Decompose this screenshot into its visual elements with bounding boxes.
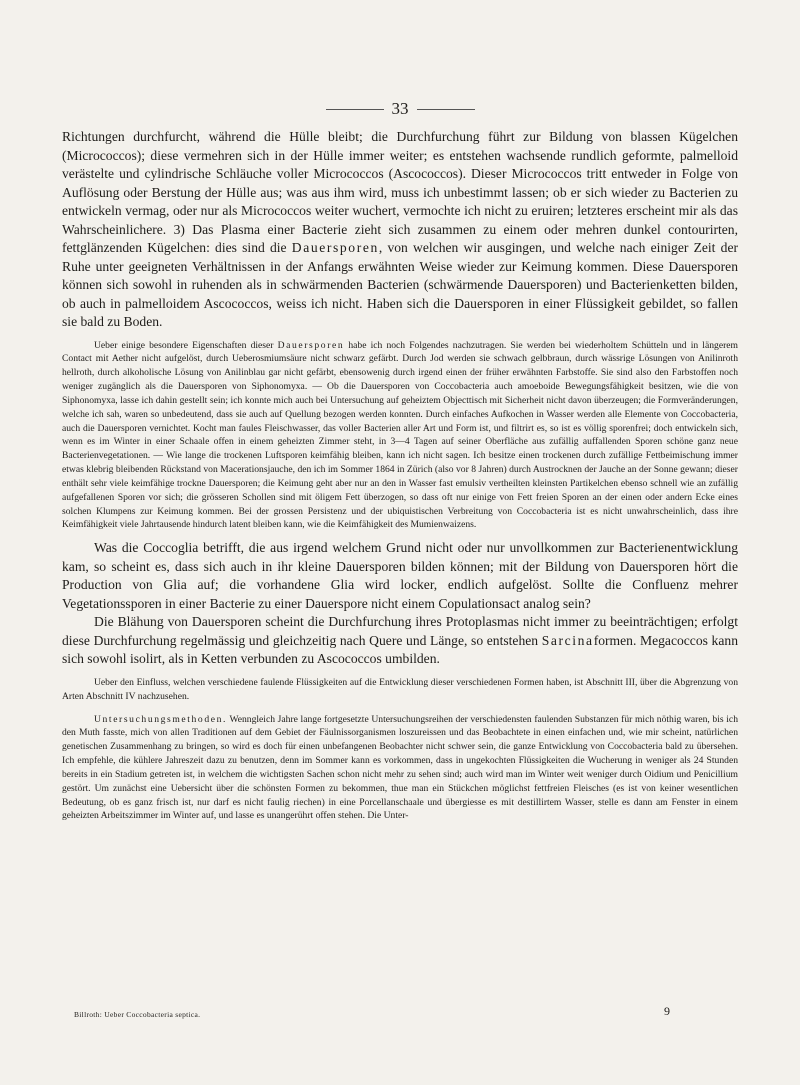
footnote-dauersporen [62, 339, 738, 533]
paragraph-1 [62, 128, 738, 332]
page-header [0, 99, 800, 119]
methods-heading: Untersuchungsmethoden. [94, 713, 227, 725]
header-rule-left [326, 109, 384, 110]
paragraph-3 [62, 613, 738, 669]
paragraph-3-lead: Die Blähung von Dauersporen scheint die Durchfurchung ihres Protoplasmas nicht immer zu beeinträchtigen; erfolgt diese Durchfurchung regelmässig und gleichzeitig nach Quere und Länge, so entstehen [62, 614, 738, 648]
header-rule-right [417, 109, 475, 110]
paragraph-3-tail: formen. Megacoccos kann sich sowohl isolirt, als in Ketten verbunden zu Ascococcos umbilden. [62, 632, 738, 667]
methods-text: Wenngleich Jahre lange fortgesetzte Untersuchungsreihen der verschiedensten faulenden Substanzen für mich nöthig waren, bis ich den Muth fasste, mich von allen Traditionen auf dem Gebiet der Fäulnissorganismen loszureissen und das Beobachtete in einen einfachen und, wie mir scheint, natürlichen genetischen Zusammenhang zu bringen, so wird es doch für einen unbefangenen Beobachter nicht schwer sein, die ganze Entwicklung von Coccobacteria bald zu übersehen. Ich empfehle, die kühlere Jahreszeit dazu zu benutzen, denn im Sommer kann es vorkommen, dass in ungekochten Flüssigkeiten die Wucherung in weniger als 24 Stunden bereits in ein Stadium getreten ist, in welchem die wichtigsten Sachen schon nicht mehr zu sehen sind; auch wird man im Winter weit weniger durch Oidium und Penicillium gestört. Um zunächst eine Uebersicht über die schönsten Formen zu bekommen, thue man ein Stückchen möglichst fettfreien Fleisches (es ist von keiner wesentlichen Bedeutung, ob es ganz frisch ist, nur darf es nicht faulig riechen) in eine Porcellanschaale und übergiesse es mit destillirtem Wasser, stelle es dann am Fenster in einem geheizten Arbeitszimmer im Winter auf, und lasse es unangerührt offen stehen. Die Unter- [62, 713, 738, 822]
page-number: 33 [391, 99, 409, 118]
footnote-abschnitte: Ueber den Einfluss, welchen verschiedene faulende Flüssigkeiten auf die Entwicklung dieser verschiedenen Formen haben, ist Abschnitt III, über die Abgrenzung von Arten Abschnitt IV nachzusehen. [62, 676, 738, 702]
note-1-text: habe ich noch Folgendes nachzutragen. Sie werden bei wiederholtem Schütteln und in längerem Contact mit Aether nicht aufgelöst, durch Ueberosmiumsäure nicht schwarz gefärbt. Durch Jod werden sie schwach gelbbraun, durch wässrige Lösungen von Anilinroth hellroth, durch alkoholische Lösung von Anilinblau gar nicht gefärbt, ebensowenig durch irgend einen der früher erwähnten Farbstoffe. Sie sind also den Farbstoffen noch weniger zugänglich als die Dauersporen von Siphonomyxa. — Ob die Dauersporen von Coccobacteria auch amoeboide Bewegungsfähigkeit besitzen, wie die von Siphonomyxa, lasse ich dahin gestellt sein; ich konnte mich auch bei Untersuchung auf geheiztem Objecttisch mit Sicherheit nicht davon überzeugen; die Formveränderungen, welche ich sah, waren so unbedeutend, dass sie auch auf Quellung bezogen werden konnten. Durch einfaches Aufkochen in Wasser werden alle Elemente von Coccobacteria, auch die Dauersporen vernichtet. Kocht man faules Fleischwasser, das voller Bacterien aller Art und Form ist, und filtrirt es, so ist es völlig sporenfrei; doch entwickeln sich, wenn es im Winter in einer Schaale offen in einem geheizten Zimmer steht, in 3—4 Tagen auf seiner Oberfläche aus zufällig auffallenden Sporen schöne ganz neue Bacterienvegetationen. — Wie lange die trockenen Luftsporen keimfähig bleiben, kann ich nicht sagen. Ich besitze einen trockenen durch zufällige Fettbeimischung immer etwas klebrig bleibenden Rückstand von Macerationsjauche, den ich im Sommer 1864 in Zürich (also vor 8 Jahren) durch Austrocknen der Jauche an der Sonne gewann; dieser enthält sehr viele keimfähige trockne Dauersporen; die Keimung geht aber nur an den in Wasser fast emulsiv vertheilten kleinsten Partikelchen ebenso schnell wie an zufällig aufgefallenen Sporen vor sich; die grösseren Schollen sind mit öligem Fett überzogen, so dass oft nur einige von Fett freien Sporen an der einen oder andern Ecke eines solchen Klumpens zur Keimung kommen. Bei der grossen Persistenz und der ubiquistischen Verbreitung von Coccobacteria ist es nicht unwahrscheinlich, dass ihre Keimfähigkeit viele Jahrtausende hindurch latent bleiben kann, wie die Keimfähigkeit des Mumienwaizens. [62, 339, 739, 531]
page-footer [74, 1004, 674, 1019]
note-1-lead: Ueber einige besondere Eigenschaften dieser [94, 339, 278, 351]
term-sarcina: Sarcina [541, 632, 594, 648]
methods-paragraph [62, 713, 738, 824]
paragraph-2: Was die Coccoglia betrifft, die aus irgend welchem Grund nicht oder nur unvollkommen zur Bacterienentwicklung kam, so scheint es, dass sich auch in ihr kleine Dauersporen bilden können; mit der Bildung von Dauersporen hört die Production von Glia auf; die vorhandene Glia wird locker, endlich aufgelöst. Sollte die Confluenz mehrer Vegetationssporen in einer Bacterie zu einer Dauerspore nicht einem Copulationsact analog sein? [62, 540, 738, 611]
paragraph-1-text: Richtungen durchfurcht, während die Hülle bleibt; die Durchfurchung führt zur Bildung von blassen Kügelchen (Micrococcos); diese vermehren sich in der Hülle immer weiter; es entstehen wachsende rundlich geformte, palmelloid verästelte und cylindrische Schläuche voller Micrococcos (Ascococcos). Dieser Micrococcos tritt entweder in Folge von Auflösung oder Berstung der Hülle aus; was aus ihm wird, muss ich unbestimmt lassen; ob er sich wieder zu Bacterien zu entwickeln vermag, oder nur als Micrococcos weiter wuchert, vermochte ich nicht zu eruiren; letzteres erscheint mir als das Wahrscheinlichere. 3) Das Plasma einer Bacterie zieht sich zusammen zu einem oder mehren dunkel contourirten, fettglänzenden Kügelchen: dies sind die [62, 129, 738, 255]
footer-source: Billroth: Ueber Coccobacteria septica. [74, 1010, 201, 1019]
term-dauersporen: Dauersporen [291, 240, 379, 255]
paragraph-1-tail: , von welchen wir ausgingen, und welche nach einiger Zeit der Ruhe unter geeigneten Verhältnissen in der Anfangs erwähnten Weise wieder zur Keimung kommen. Diese Dauersporen können sich sowohl in ruhenden als in schwärmenden Bacterien (schwärmende Dauersporen) und Bacterienketten bilden, ob auch in palmelloidem Ascococcos, weiss ich nicht. Haben sich die Dauersporen in einer Flüssigkeit gebildet, so fallen sie bald zu Boden. [62, 240, 739, 329]
note-1-term: Dauersporen [277, 339, 345, 351]
footer-signature: 9 [664, 1004, 670, 1018]
page-body [62, 128, 738, 823]
